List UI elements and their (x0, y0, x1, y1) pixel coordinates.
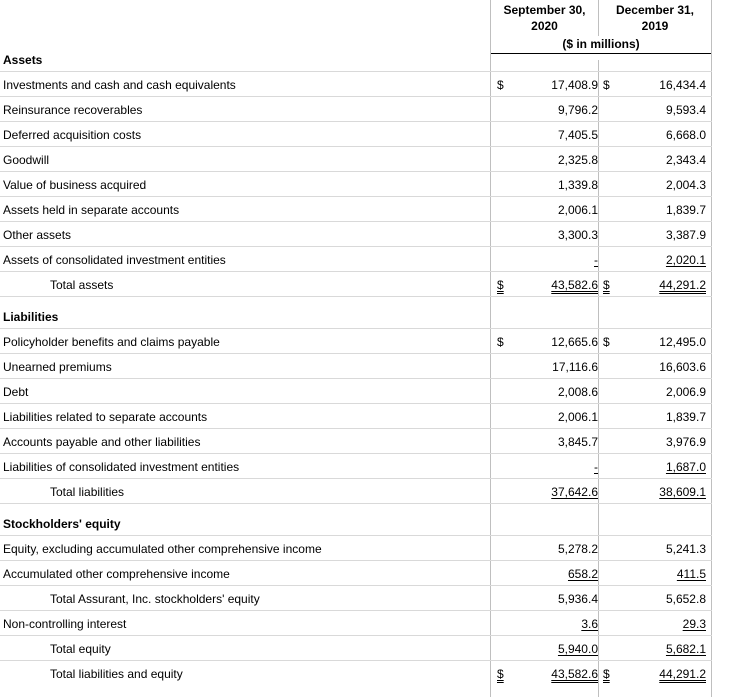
currency-symbol: $ (497, 667, 504, 681)
row-label: Assets of consolidated investment entities (3, 253, 226, 267)
section-header-assets (0, 47, 712, 72)
row-label: Deferred acquisition costs (3, 128, 142, 142)
row-label: Assets held in separate accounts (3, 203, 180, 217)
value-prior: 3,976.9 (665, 435, 706, 449)
currency-symbol: $ (603, 335, 610, 349)
section-title: Stockholders' equity (3, 517, 121, 531)
row-label: Reinsurance recoverables (3, 103, 143, 117)
table-row (0, 354, 712, 379)
value-prior: 16,434.4 (659, 78, 706, 92)
value-current: - (594, 460, 598, 474)
value-current: 9,796.2 (557, 103, 598, 117)
value-prior: 1,687.0 (665, 460, 706, 474)
value-current: 12,665.6 (551, 335, 598, 349)
row-label: Accumulated other comprehensive income (3, 567, 230, 581)
value-current: 658.2 (567, 567, 598, 581)
section-header-liabilities (0, 304, 712, 329)
header-date-line1: December 31, (615, 3, 695, 17)
value-current: 43,582.6 (551, 278, 598, 292)
row-label: Liabilities of consolidated investment entities (3, 460, 240, 474)
grand-total-row (0, 661, 712, 685)
table-row (0, 147, 712, 172)
value-prior: 2,020.1 (665, 253, 706, 267)
value-prior: 2,006.9 (665, 385, 706, 399)
row-label: Total assets (50, 278, 114, 292)
row-label: Total Assurant, Inc. stockholders' equity (50, 592, 260, 606)
currency-symbol: $ (603, 667, 610, 681)
value-current: 7,405.5 (557, 128, 598, 142)
value-current: 3,845.7 (557, 435, 598, 449)
value-prior: 2,004.3 (665, 178, 706, 192)
value-current: 17,408.9 (551, 78, 598, 92)
row-label: Value of business acquired (3, 178, 147, 192)
value-prior: 9,593.4 (665, 103, 706, 117)
value-current: 5,936.4 (557, 592, 598, 606)
value-current: 2,325.8 (557, 153, 598, 167)
units-label: ($ in millions) (562, 37, 640, 51)
row-label: Accounts payable and other liabilities (3, 435, 201, 449)
row-label: Policyholder benefits and claims payable (3, 335, 220, 349)
table-row (0, 122, 712, 147)
header-date-line2: 2020 (531, 19, 558, 33)
row-label: Equity, excluding accumulated other comprehensive income (3, 542, 322, 556)
row-label: Goodwill (3, 153, 50, 167)
value-current: 2,006.1 (557, 410, 598, 424)
value-prior: 5,682.1 (665, 642, 706, 656)
table-row (0, 97, 712, 122)
row-label: Total liabilities and equity (50, 667, 183, 681)
value-current: 43,582.6 (551, 667, 598, 681)
table-row (0, 429, 712, 454)
value-prior: 1,839.7 (665, 410, 706, 424)
value-prior: 12,495.0 (659, 335, 706, 349)
row-label: Investments and cash and cash equivalents (3, 78, 236, 92)
value-prior: 16,603.6 (659, 360, 706, 374)
row-label: Unearned premiums (3, 360, 112, 374)
section-header-equity (0, 511, 712, 536)
value-prior: 2,343.4 (665, 153, 706, 167)
section-title: Liabilities (3, 310, 59, 324)
table-row (0, 611, 712, 636)
value-current: - (594, 253, 598, 267)
table-row (0, 454, 712, 479)
row-label: Other assets (3, 228, 72, 242)
value-prior: 5,652.8 (665, 592, 706, 606)
currency-symbol: $ (603, 78, 610, 92)
value-current: 5,278.2 (557, 542, 598, 556)
row-label: Total equity (50, 642, 111, 656)
value-prior: 411.5 (676, 567, 706, 581)
value-prior: 29.3 (682, 617, 706, 631)
table-row (0, 379, 712, 404)
total-row (0, 479, 712, 504)
header-date-line1: September 30, (503, 3, 586, 17)
value-prior: 44,291.2 (659, 278, 706, 292)
value-prior: 1,839.7 (665, 203, 706, 217)
value-current: 37,642.6 (551, 485, 598, 499)
column-header-prior (599, 2, 711, 34)
value-current: 3.6 (581, 617, 598, 631)
value-prior: 38,609.1 (659, 485, 706, 499)
value-current: 2,008.6 (557, 385, 598, 399)
value-current: 1,339.8 (557, 178, 598, 192)
table-row (0, 329, 712, 354)
table-row (0, 222, 712, 247)
value-prior: 3,387.9 (665, 228, 706, 242)
table-row (0, 72, 712, 97)
currency-symbol: $ (603, 278, 610, 292)
table-row (0, 172, 712, 197)
total-row (0, 272, 712, 297)
currency-symbol: $ (497, 78, 504, 92)
value-current: 2,006.1 (557, 203, 598, 217)
header-date-line2: 2019 (641, 19, 669, 33)
value-current: 5,940.0 (557, 642, 598, 656)
row-label: Debt (3, 385, 29, 399)
currency-symbol: $ (497, 335, 504, 349)
currency-symbol: $ (497, 278, 504, 292)
table-row (0, 197, 712, 222)
table-row (0, 404, 712, 429)
value-prior: 44,291.2 (659, 667, 706, 681)
value-current: 3,300.3 (557, 228, 598, 242)
row-label: Total liabilities (50, 485, 125, 499)
table-row (0, 561, 712, 586)
value-prior: 5,241.3 (665, 542, 706, 556)
value-prior: 6,668.0 (665, 128, 706, 142)
value-current: 17,116.6 (552, 360, 598, 374)
row-label: Non-controlling interest (3, 617, 127, 631)
subtotal-row (0, 586, 712, 611)
section-title: Assets (3, 53, 43, 67)
table-row (0, 247, 712, 272)
row-label: Liabilities related to separate accounts (3, 410, 208, 424)
table-row (0, 536, 712, 561)
subtotal-row (0, 636, 712, 661)
column-header-current (491, 2, 598, 34)
